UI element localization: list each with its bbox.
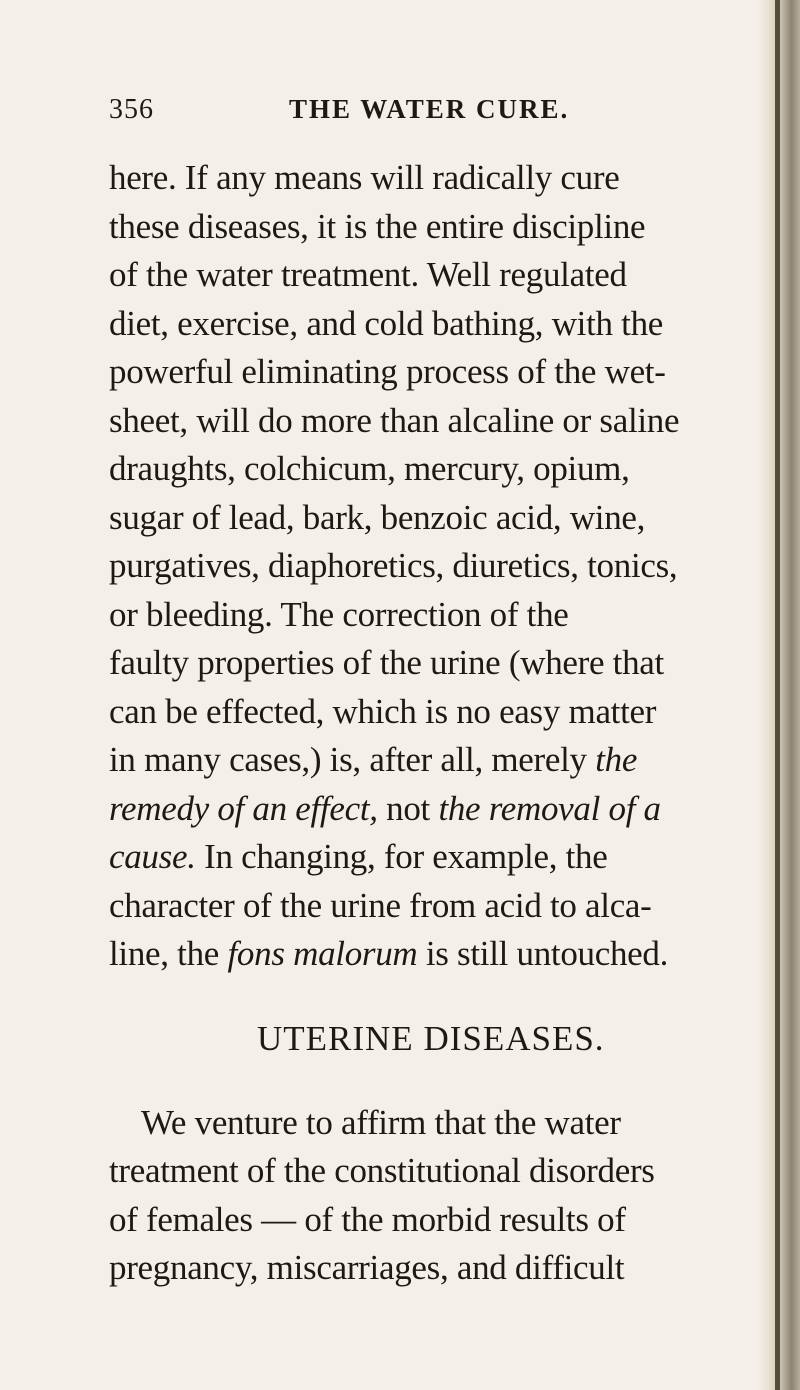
italic-segment: fons malorum [227, 934, 418, 973]
text-line: sheet, will do more than alcaline or saline [109, 400, 680, 440]
text-segment: in many cases,) is, after all, merely [109, 740, 596, 779]
text-line: character of the urine from acid to alca- [109, 885, 652, 925]
text-line: these diseases, it is the entire discipline [109, 206, 646, 246]
page-number: 356 [109, 94, 154, 125]
text-line: of the water treatment. Well regulated [109, 255, 627, 294]
text-segment: is still untouched. [417, 934, 669, 973]
text-line: draughts, colchicum, mercury, opium, [109, 449, 630, 488]
italic-segment: cause. [109, 837, 196, 876]
text-line: We venture to affirm that the water [141, 1102, 621, 1142]
text-segment: not [377, 788, 439, 828]
text-segment: In changing, for example, the [195, 837, 608, 876]
text-line [109, 930, 769, 979]
text-line: sugar of lead, bark, benzoic acid, wine, [109, 497, 646, 537]
running-head: THE WATER CURE. [289, 94, 570, 124]
text-line: powerful eliminating process of the wet- [109, 352, 666, 391]
text-line: faulty properties of the urine (where that [109, 643, 664, 682]
text-line [109, 785, 769, 834]
text-line: pregnancy, miscarriages, and difficult [109, 1248, 625, 1287]
text-line: purgatives, diaphoretics, diuretics, tonics, [109, 546, 678, 585]
italic-segment: the [595, 740, 638, 779]
body-text [109, 154, 769, 1293]
text-line: here. If any means will radically cure [109, 158, 620, 197]
text-segment: line, the [109, 934, 228, 973]
italic-segment: the removal of a [438, 788, 661, 828]
text-line [109, 736, 769, 785]
binding-edge [775, 0, 780, 1390]
italic-segment: remedy of an effect, [109, 788, 378, 828]
text-line: of females — of the morbid results of [109, 1199, 626, 1239]
text-line [109, 833, 769, 882]
text-line: diet, exercise, and cold bathing, with the [109, 303, 664, 343]
section-heading: UTERINE DISEASES. [257, 1018, 605, 1058]
text-line: or bleeding. The correction of the [109, 594, 569, 634]
text-line: treatment of the constitutional disorders [109, 1151, 655, 1190]
text-line: can be effected, which is no easy matter [109, 691, 657, 731]
